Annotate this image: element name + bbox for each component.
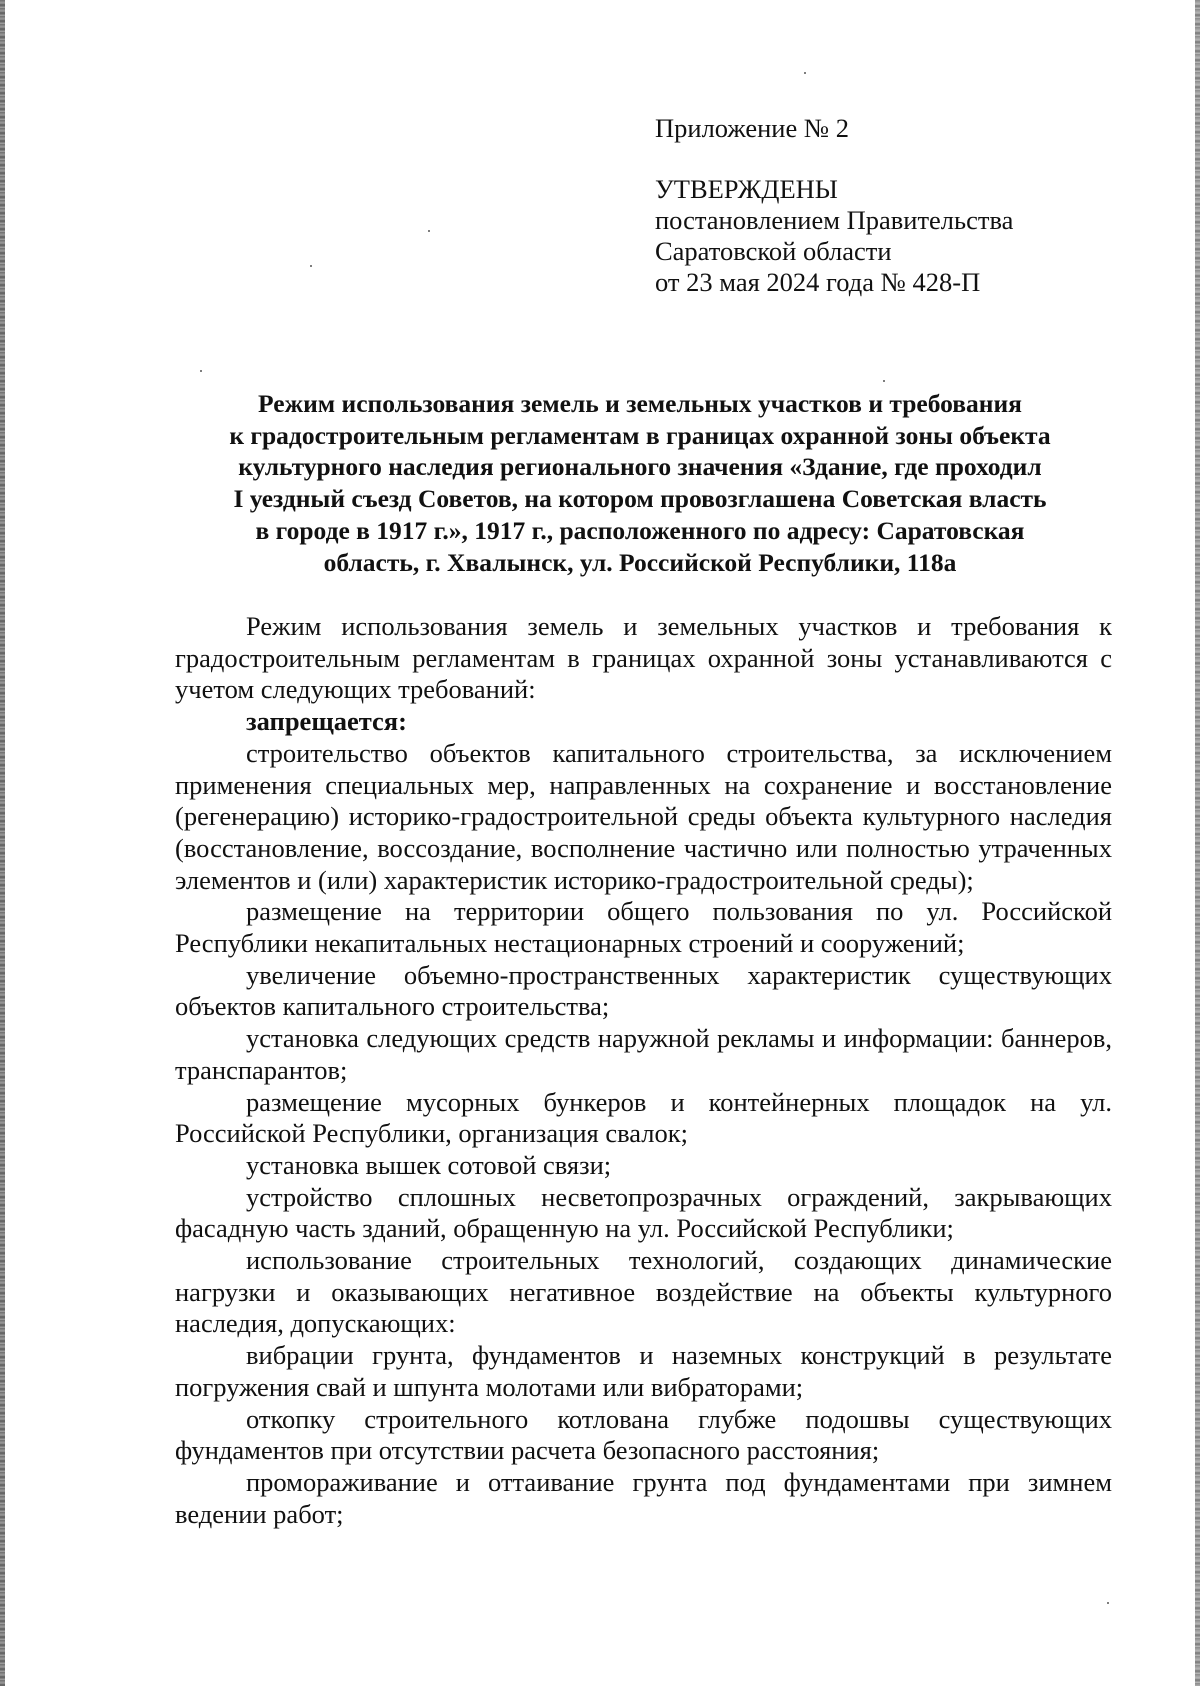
list-item: увеличение объемно-пространственных характеристик существующих объектов капитального строительства; — [175, 959, 1112, 1022]
list-item: размещение мусорных бункеров и контейнерных площадок на ул. Российской Республики, организация свалок; — [175, 1086, 1112, 1149]
approval-date-number: от 23 мая 2024 года № 428-П — [655, 267, 981, 297]
scan-speck — [883, 380, 885, 382]
prohibited-heading: запрещается: — [246, 706, 407, 737]
list-item: установка следующих средств наружной рекламы и информации: баннеров, транспарантов; — [175, 1023, 1112, 1085]
scan-speck — [1107, 1602, 1109, 1604]
intro-paragraph: Режим использования земель и земельных участков и требования к градостроительным регламентам в границах охранной зоны устанавливаются с учетом следующих требований: — [175, 611, 1112, 705]
document-title — [160, 388, 1120, 578]
list-item: устройство сплошных несветопрозрачных ограждений, закрывающих фасадную часть зданий, обращенную на ул. Российской Республики; — [175, 1181, 1112, 1244]
spacer — [655, 144, 1135, 174]
approval-block — [655, 113, 1135, 298]
list-item: использование строительных технологий, создающих динамические нагрузки и оказывающих негативное воздействие на объекты культурного наследия, допускающих: — [175, 1245, 1112, 1339]
document-body — [175, 611, 1112, 1530]
list-item: промораживание и оттаивание грунта под фундаментами при зимнем ведении работ; — [175, 1466, 1112, 1529]
list-item: размещение на территории общего пользования по ул. Российской Республики некапитальных нестационарных строений и сооружений; — [175, 896, 1112, 959]
list-item: строительство объектов капитального строительства, за исключением применения специальных мер, направленных на сохранение и восстановление (регенерацию) историко-градостроительной среды объекта культурного наследия (восстановление, воссоздание, восполнение частично или полностью утраченных элементов и (или) характеристик историко-градостроительной среды); — [175, 737, 1112, 895]
title-line: культурного наследия регионального значения «Здание, где проходил — [238, 452, 1042, 482]
title-line: I уездный съезд Советов, на котором провозглашена Советская власть — [233, 484, 1047, 514]
scan-speck — [200, 370, 202, 372]
list-item: вибрации грунта, фундаментов и наземных конструкций в результате погружения свай и шпунта молотами или вибраторами; — [175, 1340, 1112, 1402]
scan-speck — [428, 230, 430, 232]
list-item: установка вышек сотовой связи; — [246, 1149, 612, 1180]
scan-speck — [804, 72, 806, 74]
approval-line: Саратовской области — [655, 236, 892, 266]
title-line: к градостроительным регламентам в границах охранной зоны объекта — [229, 420, 1051, 450]
scan-edge-left — [0, 0, 5, 1686]
approved-label: УТВЕРЖДЕНЫ — [655, 174, 838, 204]
appendix-number: Приложение № 2 — [655, 113, 850, 143]
title-line: область, г. Хвалынск, ул. Российской Республики, 118а — [323, 547, 957, 577]
title-line: в городе в 1917 г.», 1917 г., расположенного по адресу: Саратовская — [255, 515, 1025, 545]
title-line: Режим использования земель и земельных участков и требования — [258, 389, 1022, 418]
scan-speck — [310, 265, 312, 267]
list-item: откопку строительного котлована глубже подошвы существующих фундаментов при отсутствии расчета безопасного расстояния; — [175, 1403, 1112, 1466]
approval-line: постановлением Правительства — [655, 205, 1014, 235]
scan-edge-right — [1195, 0, 1200, 1686]
